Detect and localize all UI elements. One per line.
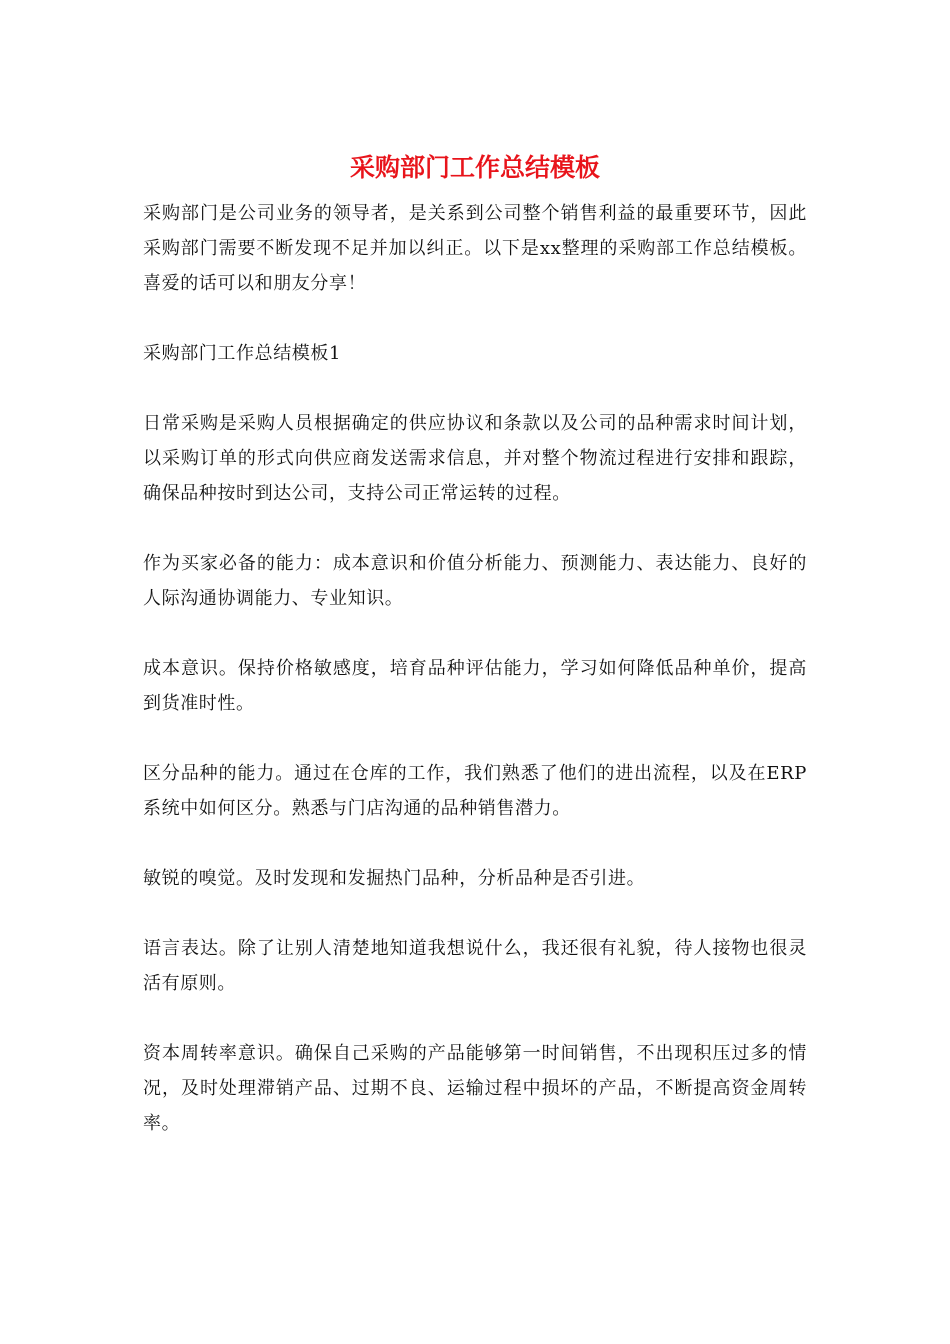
body-paragraph: 语言表达。除了让别人清楚地知道我想说什么，我还很有礼貌，待人接物也很灵活有原则。 xyxy=(143,938,807,994)
body-paragraph: 成本意识。保持价格敏感度，培育品种评估能力，学习如何降低品种单价，提高到货准时性。 xyxy=(143,658,807,714)
body-paragraph: 作为买家必备的能力：成本意识和价值分析能力、预测能力、表达能力、良好的人际沟通协调能力、专业知识。 xyxy=(143,553,807,609)
section-heading: 采购部门工作总结模板1 xyxy=(143,343,342,364)
body-paragraph: 日常采购是采购人员根据确定的供应协议和条款以及公司的品种需求时间计划，以采购订单的形式向供应商发送需求信息，并对整个物流过程进行安排和跟踪，确保品种按时到达公司，支持公司正常运转的过程。 xyxy=(143,413,807,504)
document-body xyxy=(143,196,807,1141)
document-title: 采购部门工作总结模板 xyxy=(349,153,600,182)
body-paragraph: 资本周转率意识。确保自己采购的产品能够第一时间销售，不出现积压过多的情况，及时处理滞销产品、过期不良、运输过程中损坏的产品，不断提高资金周转率。 xyxy=(143,1043,807,1134)
body-paragraph: 区分品种的能力。通过在仓库的工作，我们熟悉了他们的进出流程，以及在ERP系统中如何区分。熟悉与门店沟通的品种销售潜力。 xyxy=(143,763,807,819)
intro-paragraph: 采购部门是公司业务的领导者，是关系到公司整个销售利益的最重要环节，因此采购部门需要不断发现不足并加以纠正。以下是xx整理的采购部工作总结模板。喜爱的话可以和朋友分享！ xyxy=(143,203,807,294)
body-paragraph: 敏锐的嗅觉。及时发现和发掘热门品种，分析品种是否引进。 xyxy=(143,868,646,889)
